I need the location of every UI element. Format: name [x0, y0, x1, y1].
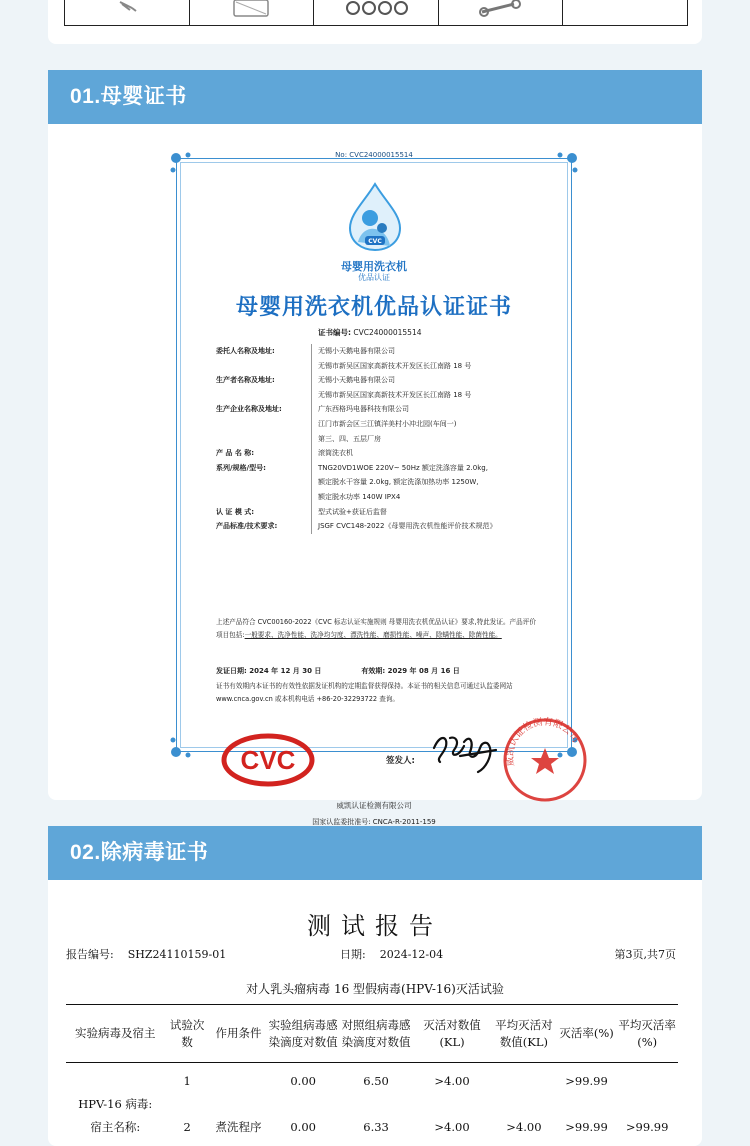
- certificate-field: [216, 519, 546, 534]
- corner-ornament-icon: [168, 730, 198, 760]
- certificate-fields: [216, 344, 546, 534]
- svg-text:CVC: CVC: [240, 745, 296, 775]
- table-cell: >4.00: [506, 1119, 542, 1134]
- accessories-table: [64, 0, 688, 26]
- valid-date: 有效期: 2029 年 08 月 16 日: [361, 667, 460, 675]
- table-header: 对照组病毒感染滴度对数值: [339, 1005, 413, 1063]
- svg-text:威凯认证检测有限公司: 威凯认证检测有限公司: [504, 716, 581, 767]
- field-label: 生产者名称及地址:: [216, 373, 312, 402]
- certificate-dates: [216, 666, 536, 676]
- field-label: 系列/规格/型号:: [216, 461, 312, 505]
- field-value: 无锡小天鹅电器有限公司 无锡市新吴区国家高新技术开发区长江南路 18 号: [318, 376, 472, 399]
- rubber-caps-icon: [341, 0, 411, 18]
- accessories-card: [48, 0, 702, 44]
- accessory-cell: [65, 0, 190, 25]
- cvc-logo: [220, 732, 316, 788]
- wrench-icon: [476, 0, 526, 18]
- table-header: 灭活对数值(KL): [413, 1005, 491, 1063]
- field-label: 产品标准/技术要求:: [216, 519, 312, 534]
- field-label: 产 品 名 称:: [216, 446, 312, 461]
- report-number: 报告编号: SHZ24110159-01: [66, 948, 227, 961]
- mother-baby-drop-logo: [344, 182, 406, 252]
- certificate-field: [216, 461, 546, 505]
- accessory-cell: [563, 0, 687, 25]
- field-value: 广东西格玛电器科技有限公司 江门市新会区三江镇洋美村小冲北园(车间一) 第三、四、五层厂房: [318, 405, 457, 443]
- accessory-cell: [314, 0, 439, 25]
- table-cell: 0.00: [290, 1073, 316, 1088]
- svg-text:CVC: CVC: [368, 238, 382, 245]
- table-cell: [616, 1063, 678, 1099]
- certificate-field: [216, 505, 546, 520]
- field-value: JSGF CVC148-2022《母婴用洗衣机性能评价技术规范》: [318, 522, 497, 531]
- official-seal: [501, 716, 589, 804]
- issue-date: 发证日期: 2024 年 12 月 30 日: [216, 667, 322, 675]
- table-cell: >4.00: [434, 1073, 470, 1088]
- table-cell: 1: [183, 1073, 191, 1088]
- accessory-cell: [190, 0, 315, 25]
- table-header: 试验次数: [165, 1005, 210, 1063]
- table-cell: [66, 1063, 165, 1099]
- table-cell: [491, 1063, 557, 1099]
- table-cell: [267, 1099, 339, 1109]
- logo-subtitle: 优品认证: [358, 273, 390, 282]
- table-cell: [491, 1099, 557, 1109]
- certificate-title: 母婴用洗衣机优品认证证书: [235, 294, 512, 320]
- report-title: 测试报告: [307, 912, 443, 940]
- table-row: [66, 1099, 678, 1109]
- antivirus-certificate-card: [48, 826, 702, 1146]
- table-cell: [165, 1099, 210, 1109]
- section-heading: 01.母婴证书: [48, 70, 702, 124]
- validity-statement: 证书有效期内本证书的有效性依据发证机构的定期监督获得保持。本证书的相关信息可通过认监委网站 www.cnca.gov.cn 或本机构电话 +86-20-32293722 查询。: [216, 682, 513, 703]
- table-header: 实验组病毒感染滴度对数值: [267, 1005, 339, 1063]
- table-cell: [413, 1099, 491, 1109]
- field-value: 滚筒洗衣机: [318, 449, 353, 458]
- field-value: 型式试验+获证后监督: [318, 507, 387, 516]
- accessory-cell: [439, 0, 564, 25]
- certificate-field: [216, 344, 546, 373]
- screw-icon: [112, 0, 142, 14]
- table-cell: [210, 1099, 268, 1109]
- table-header: 实验病毒及宿主: [66, 1005, 165, 1063]
- table-row: [66, 1063, 678, 1099]
- certificate-statement: 上述产品符合 CVC00160-2022《CVC 标志认证实施规则 母婴用洗衣机优品认证》要求,特此发证。产品评价项目包括:一般要求、洗净性能、洗净均匀度、漂洗性能、磨损性能、噪声、除螨性能、除菌性能。: [216, 618, 536, 639]
- table-cell: [339, 1099, 413, 1109]
- table-cell: HPV-16 病毒:: [78, 1096, 153, 1111]
- table-header: 平均灭活率(%): [616, 1005, 678, 1063]
- certificate-field: [216, 373, 546, 402]
- report-table: [66, 1004, 678, 1145]
- table-cell: 6.33: [363, 1119, 389, 1134]
- approval-number: 国家认监委批准号: CNCA-R-2011-159: [312, 818, 436, 826]
- logo-name: 母婴用洗衣机: [341, 260, 407, 273]
- field-label: 生产企业名称及地址:: [216, 402, 312, 446]
- signer-label: 签发人:: [386, 756, 415, 766]
- table-cell: >99.99: [625, 1119, 669, 1134]
- section-heading: 02.除病毒证书: [48, 826, 702, 880]
- table-row: [66, 1109, 678, 1145]
- table-cell: 0.00: [290, 1119, 316, 1134]
- field-label: 委托人名称及地址:: [216, 344, 312, 373]
- table-header: 平均灭活对数值(KL): [491, 1005, 557, 1063]
- certificate-field: [216, 446, 546, 461]
- table-cell: 2: [183, 1119, 191, 1134]
- table-header: 灭活率(%): [557, 1005, 617, 1063]
- report-date: 日期: 2024-12-04: [340, 948, 444, 961]
- field-label: 认 证 模 式:: [216, 505, 312, 520]
- table-cell: >99.99: [565, 1073, 608, 1088]
- handwritten-signature: [430, 728, 500, 774]
- table-cell: 宿主名称:: [90, 1119, 141, 1134]
- certificate-top-number: No: CVC24000015514: [335, 151, 413, 159]
- certificate: [168, 150, 581, 826]
- table-cell: 6.50: [363, 1073, 389, 1088]
- table-cell: [210, 1063, 268, 1099]
- table-cell: 煮洗程序: [215, 1119, 262, 1134]
- table-cell: >4.00: [434, 1119, 470, 1134]
- table-cell: >99.99: [565, 1119, 608, 1134]
- field-value: TNG20VD1WOE 220V~ 50Hz 额定洗涤容量 2.0kg, 额定脱水干容量 2.0kg, 额定洗涤加热功率 1250W, 额定脱水功率 140W IPX4: [318, 463, 488, 501]
- cover-plate-icon: [226, 0, 276, 18]
- field-value: 无锡小天鹅电器有限公司 无锡市新吴区国家高新技术开发区长江南路 18 号: [318, 347, 472, 370]
- table-cell: [616, 1099, 678, 1109]
- report-page: 第3页,共7页: [614, 948, 676, 961]
- certificate-field: [216, 402, 546, 446]
- report-subtitle: 对人乳头瘤病毒 16 型假病毒(HPV-16)灭活试验: [246, 982, 504, 996]
- certificate-number: 证书编号: CVC24000015514: [318, 328, 422, 337]
- table-header: 作用条件: [210, 1005, 268, 1063]
- maternal-certificate-card: [48, 70, 702, 826]
- issuing-body: 威凯认证检测有限公司: [336, 801, 412, 810]
- table-cell: [557, 1099, 617, 1109]
